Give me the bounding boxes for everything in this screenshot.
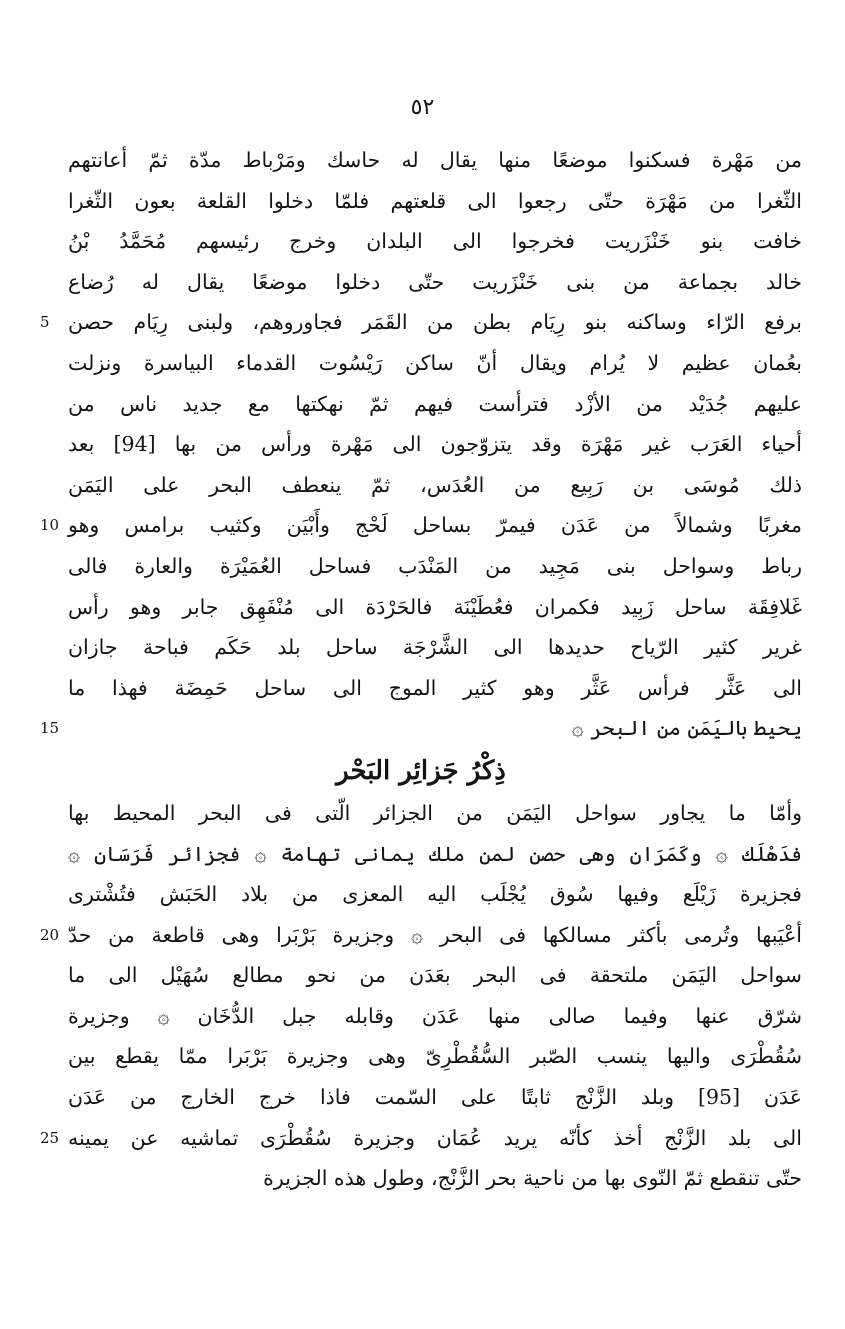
line-text: من مَهْرة فسكنوا موضعًا منها يقال له حاسك ومَرْباط مدّة ثمّ أعانتهم [68,148,802,172]
text-line [40,708,802,749]
line-text: الى بلد الزَّنْج أخذ كأنّه يريد عُمَان وجزيرة سُقُطْرَى تماشيه عن يمينه [68,1125,802,1150]
line-text: سواحل اليَمَن ملتحقة فى البحر بعَدَن من نحو مطالع سُهَيْل الى ما [68,963,802,988]
line-text: سُقُطْرَى واليها ينسب الصّبر السُّقُطْرِىّ وهى وجزيرة بَرْبَرا ممّا يقطع بين [68,1044,802,1069]
text-line [40,955,802,996]
text-line [40,668,802,709]
line-text: بعُمان عظيم لا يُرام ويقال أنّ ساكن رَيْسُوت القدماء البياسرة ونزلت [68,350,802,375]
line-text: شرّق عنها وفيما صالى منها عَدَن وقابله جبل الدُّخَان ۞ وجزيرة [68,1003,802,1028]
text-line [40,915,802,956]
line-text: فجزيرة زَيْلَع وفيها سُوق يُجْلَب اليه المعزى من بلاد الحَبَش فتُشْترى [68,882,802,907]
line-text: وأمّا ما يجاور سواحل اليَمَن من الجزائر الّتى فى البحر المحيط بها [68,800,802,825]
line-text: أحياء العَرَب غير مَهْرَة وقد يتزوّجون الى مَهْرة ورأس من بها [94] بعد [68,432,802,457]
line-number: 10 [40,516,60,535]
paragraph-1 [40,140,802,749]
text-line [40,546,802,587]
line-text: خالد بجماعة من بنى خَنْزَريت حتّى دخلوا موضعًا يقال له رُضاع [68,269,802,294]
text-line [40,793,802,834]
line-text: أعْيَبها وتُرمى بأكثر مسالكها فى البحر ۞ وجزيرة بَرْبَرا وهى قاطعة من حدّ [68,922,802,947]
text-line [40,874,802,915]
line-text: الثّغرا من مَهْرَة حتّى رجعوا الى قلعتهم فلمّا دخلوا القلعة بعون الثّغرا [68,188,802,213]
line-text: غرير كثير الرّياح حديدها الى الشَّرْجَة ساحل بلد حَكَم فباحة جازان [68,635,802,660]
text-line [40,302,802,343]
main-text [40,140,802,1199]
line-text: رباط وسواحل بنى مَجِيد من المَنْدَب فساحل العُمَيْرَة والعارة فالى [68,553,802,578]
text-line [40,1077,802,1118]
text-line [40,1158,802,1199]
page-number: ٥٢ [410,95,435,120]
text-line [40,996,802,1037]
line-number: 5 [40,313,50,332]
line-text: عليهم جُدَيْد من الأزْد فترأست فيهم ثمّ نهكتها مع جديد ناس من [68,391,802,416]
line-number: 20 [40,925,60,944]
text-line [40,834,802,875]
line-text: يحيط باليَمَن من البحر ۞ [571,716,802,741]
text-line [40,1118,802,1159]
line-number: 15 [40,719,60,738]
text-line [40,587,802,628]
line-text: ذلك مُوسَى بن رَبِيع من العُدَس، ثمّ ينعطف البحر على اليَمَن [68,472,802,497]
line-text: عَدَن [95] وبلد الزَّنْج ثابتًا على السّمت فاذا خرج الخارج من عَدَن [68,1085,802,1110]
text-line [40,181,802,222]
text-line [40,627,802,668]
line-text: خافت بنو خَنْزَريت فخرجوا الى البلدان وخرج رئيسهم مُحَمَّدُ بْنُ [68,229,802,254]
text-line [40,140,802,181]
text-line [40,343,802,384]
section-heading: ذِكْرُ جَزائِر البَحْر [336,755,506,786]
line-text: فدَهْلَك ۞ وكَمَرَان وهى حصن لمن ملك يمانى تهامة ۞ فجزائر فَرَسَان ۞ [68,841,802,866]
text-line [40,1036,802,1077]
line-text: مغربًا وشمالاً من عَدَن فيمرّ بساحل لَحْج وأَبْيَن وكثيب برامس وهو [68,513,802,538]
text-line [40,505,802,546]
line-text: الى عَثَّر فرأس عَثَّر وهو كثير الموج الى ساحل حَمِضَة فهذا ما [68,675,802,700]
text-line [40,262,802,303]
text-line [40,221,802,262]
line-text: برفع الرّاء وساكنه بنو رِيَام بطن من القَمَر فجاوروهم، ولبنى رِيَام حصن [68,310,802,335]
text-line [40,465,802,506]
line-text: غَلافِقَة ساحل زَبِيد فكمران فعُطَيْنَة فالحَرْدَة الى مُنْفَهِق جابر وهو رأس [68,594,802,619]
line-text: حتّى تنقطع ثمّ النّوى بها من ناحية بحر الزَّنْج، وطول هذه الجزيرة [263,1166,802,1191]
paragraph-2 [40,793,802,1199]
text-line [40,384,802,425]
text-line [40,424,802,465]
line-number: 25 [40,1128,60,1147]
